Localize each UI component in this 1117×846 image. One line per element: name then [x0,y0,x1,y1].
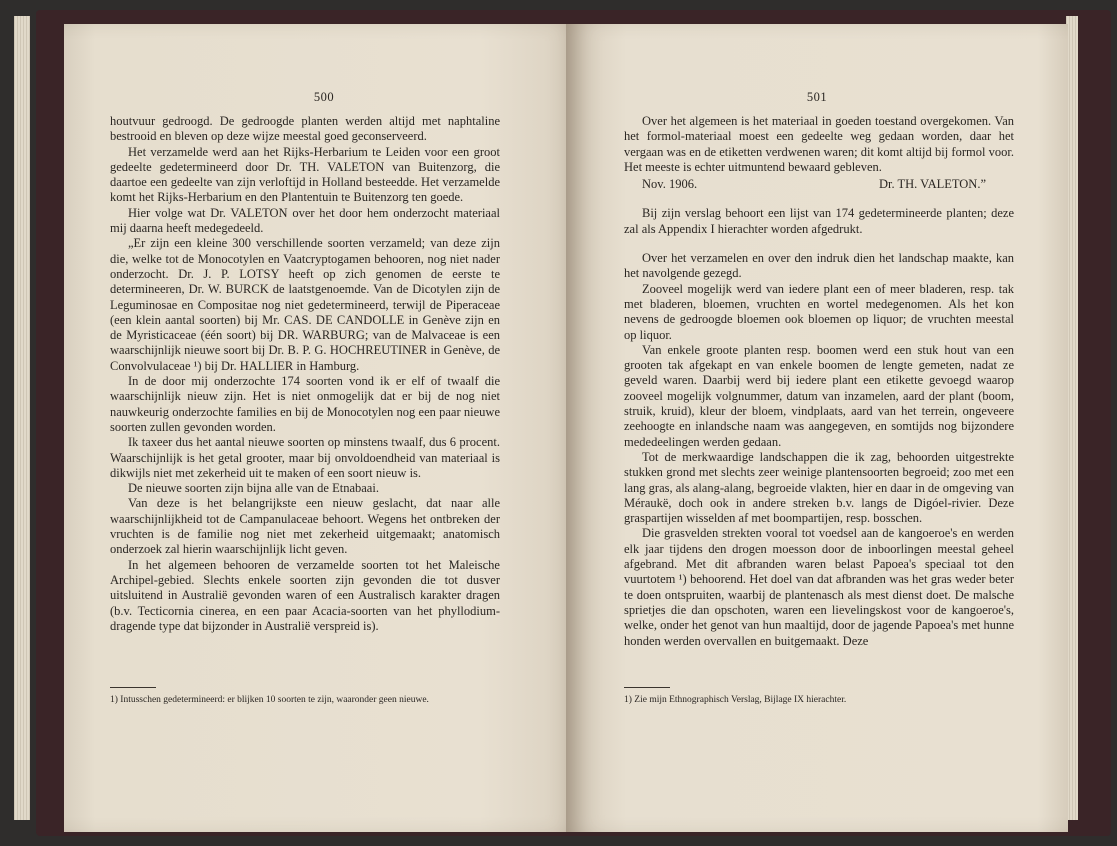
footnote: 1) Zie mijn Ethnographisch Verslag, Bijlage IX hierachter. [624,695,847,705]
paragraph: Ik taxeer dus het aantal nieuwe soorten op minstens twaalf, dus 6 procent. Waarschijnlijk is het getal grooter, maar bij onvoldoendheid van materiaal is dikwijls niet met zekerheid uit te maken of een soort nieuw is. [110,435,500,480]
footnote: 1) Intusschen gedetermineerd: er blijken 10 soorten te zijn, waaronder geen nieuwe. [110,695,429,705]
paragraph: De nieuwe soorten zijn bijna alle van de Etnabaai. [128,481,379,496]
paragraph: Hier volge wat Dr. VALETON over het door hem onderzocht materiaal mij daarna heeft medegedeeld. [110,205,500,236]
paragraph: In de door mij onderzochte 174 soorten vond ik er elf of twaalf die waarschijnlijk nieuw zijn. Het is niet onmogelijk dat er bij de nog niet nauwkeurig onderzochte families en bij de Monocotylen nog een paar nieuwe soorten zullen gevonden worden. [110,374,500,434]
paragraph: Het verzamelde werd aan het Rijks-Herbarium te Leiden voor een groot gedeelte gedetermineerd door Dr. TH. VALETON van Buitenzorg, die daartoe een gedeelte van zijn verloftijd in Holland besteedde. Het verzamelde komt het Rijks-Herbarium en den Plantentuin te Buitenzorg ten goede. [110,144,500,205]
paragraph: „Er zijn een kleine 300 verschillende soorten verzameld; van deze zijn die, welke tot de Monocotylen en Vaatcryptogamen behooren, nog niet nader onderzocht. Dr. J. P. LOTSY heeft op zich genomen de eerste te determineeren, Dr. W. BURCK de laatstgenoemde. Van de Dicotylen zijn de Leguminosae en Compositae nog niet gedetermineerd, terwijl de Piperaceae (een klein aantal soorten) bij Mr. CAS. DE CANDOLLE in Genève zijn en de Myristicaceae (één soort) bij DR. WARBURG; van de Malvaceae is een waarschijnlijk nieuwe soort bij Dr. B. P. G. HOCHREUTINER in Genève, de Convolvulaceae ¹) bij Dr. HALLIER in Hamburg. [110,236,500,373]
right-page-text [624,114,1014,649]
signature-date: Nov. 1906. [642,177,698,192]
page-number: 500 [313,90,335,104]
paragraph: Van deze is het belangrijkste een nieuw geslacht, dat naar alle waarschijnlijkheid tot de Campanulaceae behoort. Wegens het ontbreken der vruchten is de familie nog niet met zekerheid uitgemaakt; anatomisch onderzoek zal hierin waarschijnlijk licht geven. [110,496,500,557]
paragraph: Van enkele groote planten resp. boomen werd een stuk hout van een grooten tak afgekapt en van enkele boomen de lengte gemeten, nadat ze geveld waren. Daarbij werd bij iedere plant een etikette gevoegd waarop zooveel mogelijk volgnummer, datum van inzamelen, aard der plant (boom, struik, kruid), kleur der bloem, vindplaats, aard van het terrein, ongeveere zeehoogte en inlandsche naam was aangegeven, en somtijds nog bijzondere mededeelingen werden gedaan. [624,342,1014,449]
paragraph: houtvuur gedroogd. De gedroogde planten werden altijd met naphtaline bestrooid en bleven op deze wijze meestal goed geconserveerd. [110,114,500,144]
paragraph: Tot de merkwaardige landschappen die ik zag, behoorden uitgestrekte stukken grond met slechts zeer weinige plantensoorten begroeid; zoo met een lang gras, als alang-alang, begroeide vlakten, hier en daar in de omgeving van Méraukë, doch ook in andere streken b.v. langs de Digóel-rivier. Deze graspartijen wisselden af met boompartijen, resp. bosschen. [624,449,1014,526]
page-number: 501 [806,90,828,104]
paragraph: Over het verzamelen en over den indruk dien het landschap maakte, kan het navolgende gezegd. [624,251,1014,281]
footnote-rule [624,687,670,688]
left-page [64,24,584,832]
footnote-rule [110,687,156,688]
signature-line [624,177,1014,192]
signature-name: Dr. TH. VALETON.” [878,177,986,192]
paragraph: Over het algemeen is het materiaal in goeden toestand overgekomen. Van het formol-materiaal moest een gedeelte weg gedaan worden, daar het vergaan was en de etiketten verdwenen waren; dit komt altijd bij formol voor. Het meeste is echter uitmuntend bewaard gebleven. [624,114,1014,174]
left-page-text [110,114,500,634]
paragraph: Die grasvelden strekten vooral tot voedsel aan de kangoeroe's en werden elk jaar tijdens den drogen moesson door de inboorlingen meestal geheel afgebrand. Met dit afbranden waren belast Papoea's speciaal tot den vuurtotem ¹) behoorend. Het doel van dat afbranden was het gras weder beter te doen ontspruiten, waarbij de plantenasch als mest dienst doet. De malsche sprietjes die dan opschoten, waren een lievelingskost voor de kangoeroe's, welke, onder het genot van hun maaltijd, door de jagende Papoea's met hunne honden werden overvallen en buitgemaakt. Deze [624,526,1014,648]
right-page [566,24,1068,832]
paragraph: Zooveel mogelijk werd van iedere plant een of meer bladeren, resp. tak met bladeren, bloemen, vruchten en wortel medegenomen. Als het kon nevens de gedroogde bloemen ook bloemen op liquor; de vruchten meestal op liquor. [624,281,1014,342]
page-edges-left [14,16,30,820]
paragraph: Bij zijn verslag behoort een lijst van 174 gedetermineerde planten; deze zal als Appendix I hierachter worden afgedrukt. [624,206,1014,236]
paragraph: In het algemeen behooren de verzamelde soorten tot het Maleische Archipel-gebied. Slechts enkele soorten zijn gevonden die tot dusver uitsluitend in Australië gevonden waren of een Australisch karakter dragen (b.v. Tecticornia cinerea, en een paar Acacia-soorten van het phyllodium-dragende type dat bijzonder in Australië verspreid is). [110,557,500,633]
